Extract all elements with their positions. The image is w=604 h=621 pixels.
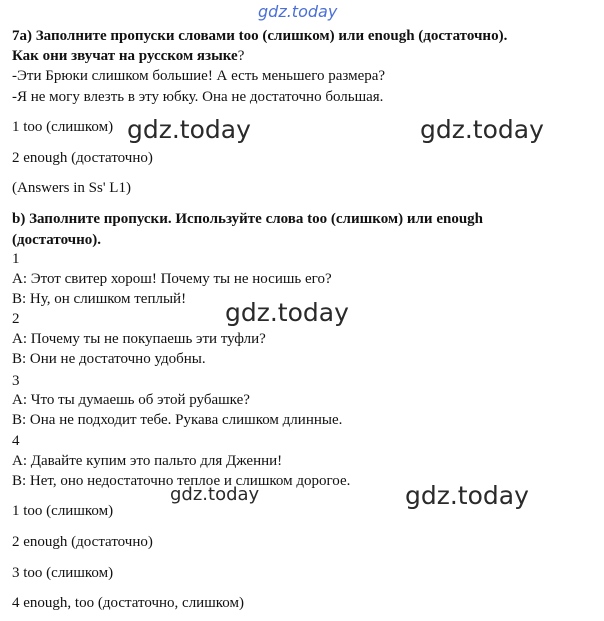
dialogue-1-number: 1 bbox=[12, 251, 20, 267]
section-b-title-line-1: b) Заполните пропуски. Используйте слова too (слишком) или enough bbox=[12, 211, 484, 227]
section-b-answer-4: 4 enough, too (достаточно, слишком) bbox=[12, 595, 244, 611]
watermark: gdz.today bbox=[170, 484, 260, 505]
section-b-answer-1: 1 too (слишком) bbox=[12, 503, 114, 519]
dialogue-3-line-b: B: Она не подходит тебе. Рукава слишком длинные. bbox=[12, 412, 343, 428]
dialogue-3-line-a: A: Что ты думаешь об этой рубашке? bbox=[12, 392, 250, 408]
section-b-answer-2: 2 enough (достаточно) bbox=[12, 534, 153, 550]
watermark: gdz.today bbox=[127, 115, 251, 144]
section-a-answer-note: (Answers in Ss' L1) bbox=[12, 180, 131, 196]
section-a-question-mark: ? bbox=[237, 48, 245, 64]
dialogue-2-line-a: A: Почему ты не покупаешь эти туфли? bbox=[12, 331, 266, 347]
dialogue-2-number: 2 bbox=[12, 311, 20, 327]
dialogue-1-line-b: B: Ну, он слишком теплый! bbox=[12, 291, 187, 307]
watermark: gdz.today bbox=[420, 115, 544, 144]
dialogue-4-number: 4 bbox=[12, 433, 20, 449]
section-a-answer-2: 2 enough (достаточно) bbox=[12, 150, 153, 166]
section-a-question-text: Как они звучат на русском языке bbox=[12, 48, 238, 64]
section-b-answer-3: 3 too (слишком) bbox=[12, 565, 114, 581]
section-a-line-2: -Я не могу влезть в эту юбку. Она не достаточно большая. bbox=[12, 89, 384, 105]
watermark: gdz.today bbox=[405, 481, 529, 510]
dialogue-1-line-a: A: Этот свитер хорош! Почему ты не носишь его? bbox=[12, 271, 332, 287]
dialogue-4-line-a: A: Давайте купим это пальто для Дженни! bbox=[12, 453, 283, 469]
section-a-answer-1: 1 too (слишком) bbox=[12, 119, 114, 135]
section-a-line-1: -Эти Брюки слишком большие! А есть меньшего размера? bbox=[12, 68, 386, 84]
section-b-title-line-2: (достаточно). bbox=[12, 232, 102, 248]
watermark: gdz.today bbox=[225, 298, 349, 327]
dialogue-4-line-b: B: Нет, оно недостаточно теплое и слишком дорогое. bbox=[12, 473, 351, 489]
watermark-top: gdz.today bbox=[258, 2, 338, 21]
section-a-title: 7a) Заполните пропуски словами too (слишком) или enough (достаточно). bbox=[12, 28, 508, 44]
dialogue-2-line-b: B: Они не достаточно удобны. bbox=[12, 351, 206, 367]
section-a-question bbox=[12, 47, 244, 66]
dialogue-3-number: 3 bbox=[12, 373, 20, 389]
